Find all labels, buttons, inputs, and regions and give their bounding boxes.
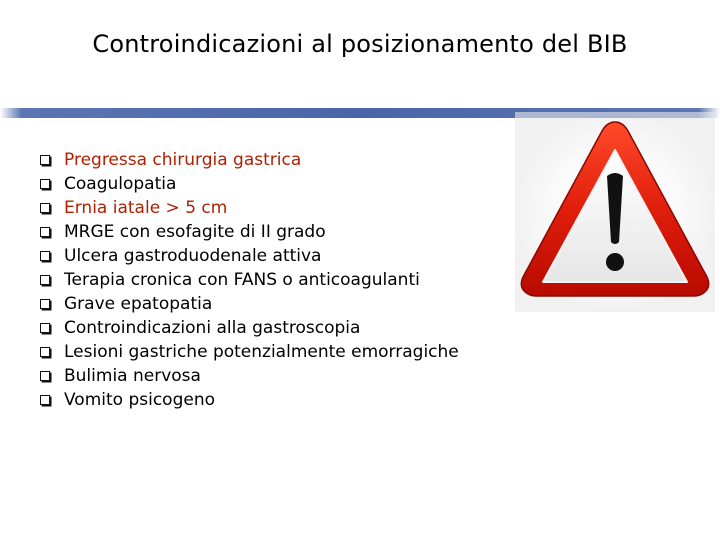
checkbox-bullet-icon bbox=[40, 323, 50, 333]
list-item bbox=[40, 172, 459, 196]
list-item-text: Lesioni gastriche potenzialmente emorragiche bbox=[64, 342, 459, 362]
warning-triangle-exclamation-icon bbox=[515, 112, 715, 312]
list-item-text: Grave epatopatia bbox=[64, 294, 213, 314]
checkbox-bullet-icon bbox=[40, 395, 50, 405]
checkbox-bullet-icon bbox=[40, 227, 50, 237]
contraindication-list bbox=[40, 148, 459, 412]
list-item-text: Bulimia nervosa bbox=[64, 366, 201, 386]
list-item bbox=[40, 244, 459, 268]
list-item bbox=[40, 148, 459, 172]
list-item bbox=[40, 340, 459, 364]
list-item-text: Ernia iatale > 5 cm bbox=[64, 198, 228, 218]
checkbox-bullet-icon bbox=[40, 371, 50, 381]
list-item bbox=[40, 316, 459, 340]
list-item bbox=[40, 268, 459, 292]
slide-title: Controindicazioni al posizionamento del BIB bbox=[92, 30, 628, 58]
checkbox-bullet-icon bbox=[40, 275, 50, 285]
list-item-text: Vomito psicogeno bbox=[64, 390, 216, 410]
checkbox-bullet-icon bbox=[40, 299, 50, 309]
list-item bbox=[40, 388, 459, 412]
list-item-text: Ulcera gastroduodenale attiva bbox=[64, 246, 322, 266]
list-item bbox=[40, 196, 459, 220]
list-item bbox=[40, 220, 459, 244]
checkbox-bullet-icon bbox=[40, 203, 50, 213]
list-item bbox=[40, 364, 459, 388]
list-item bbox=[40, 292, 459, 316]
checkbox-bullet-icon bbox=[40, 251, 50, 261]
list-item-text: Terapia cronica con FANS o anticoagulanti bbox=[64, 270, 420, 290]
checkbox-bullet-icon bbox=[40, 347, 50, 357]
list-item-text: MRGE con esofagite di II grado bbox=[64, 222, 326, 242]
checkbox-bullet-icon bbox=[40, 155, 50, 165]
list-item-text: Controindicazioni alla gastroscopia bbox=[64, 318, 361, 338]
list-item-text: Coagulopatia bbox=[64, 174, 177, 194]
list-item-text: Pregressa chirurgia gastrica bbox=[64, 150, 302, 170]
checkbox-bullet-icon bbox=[40, 179, 50, 189]
